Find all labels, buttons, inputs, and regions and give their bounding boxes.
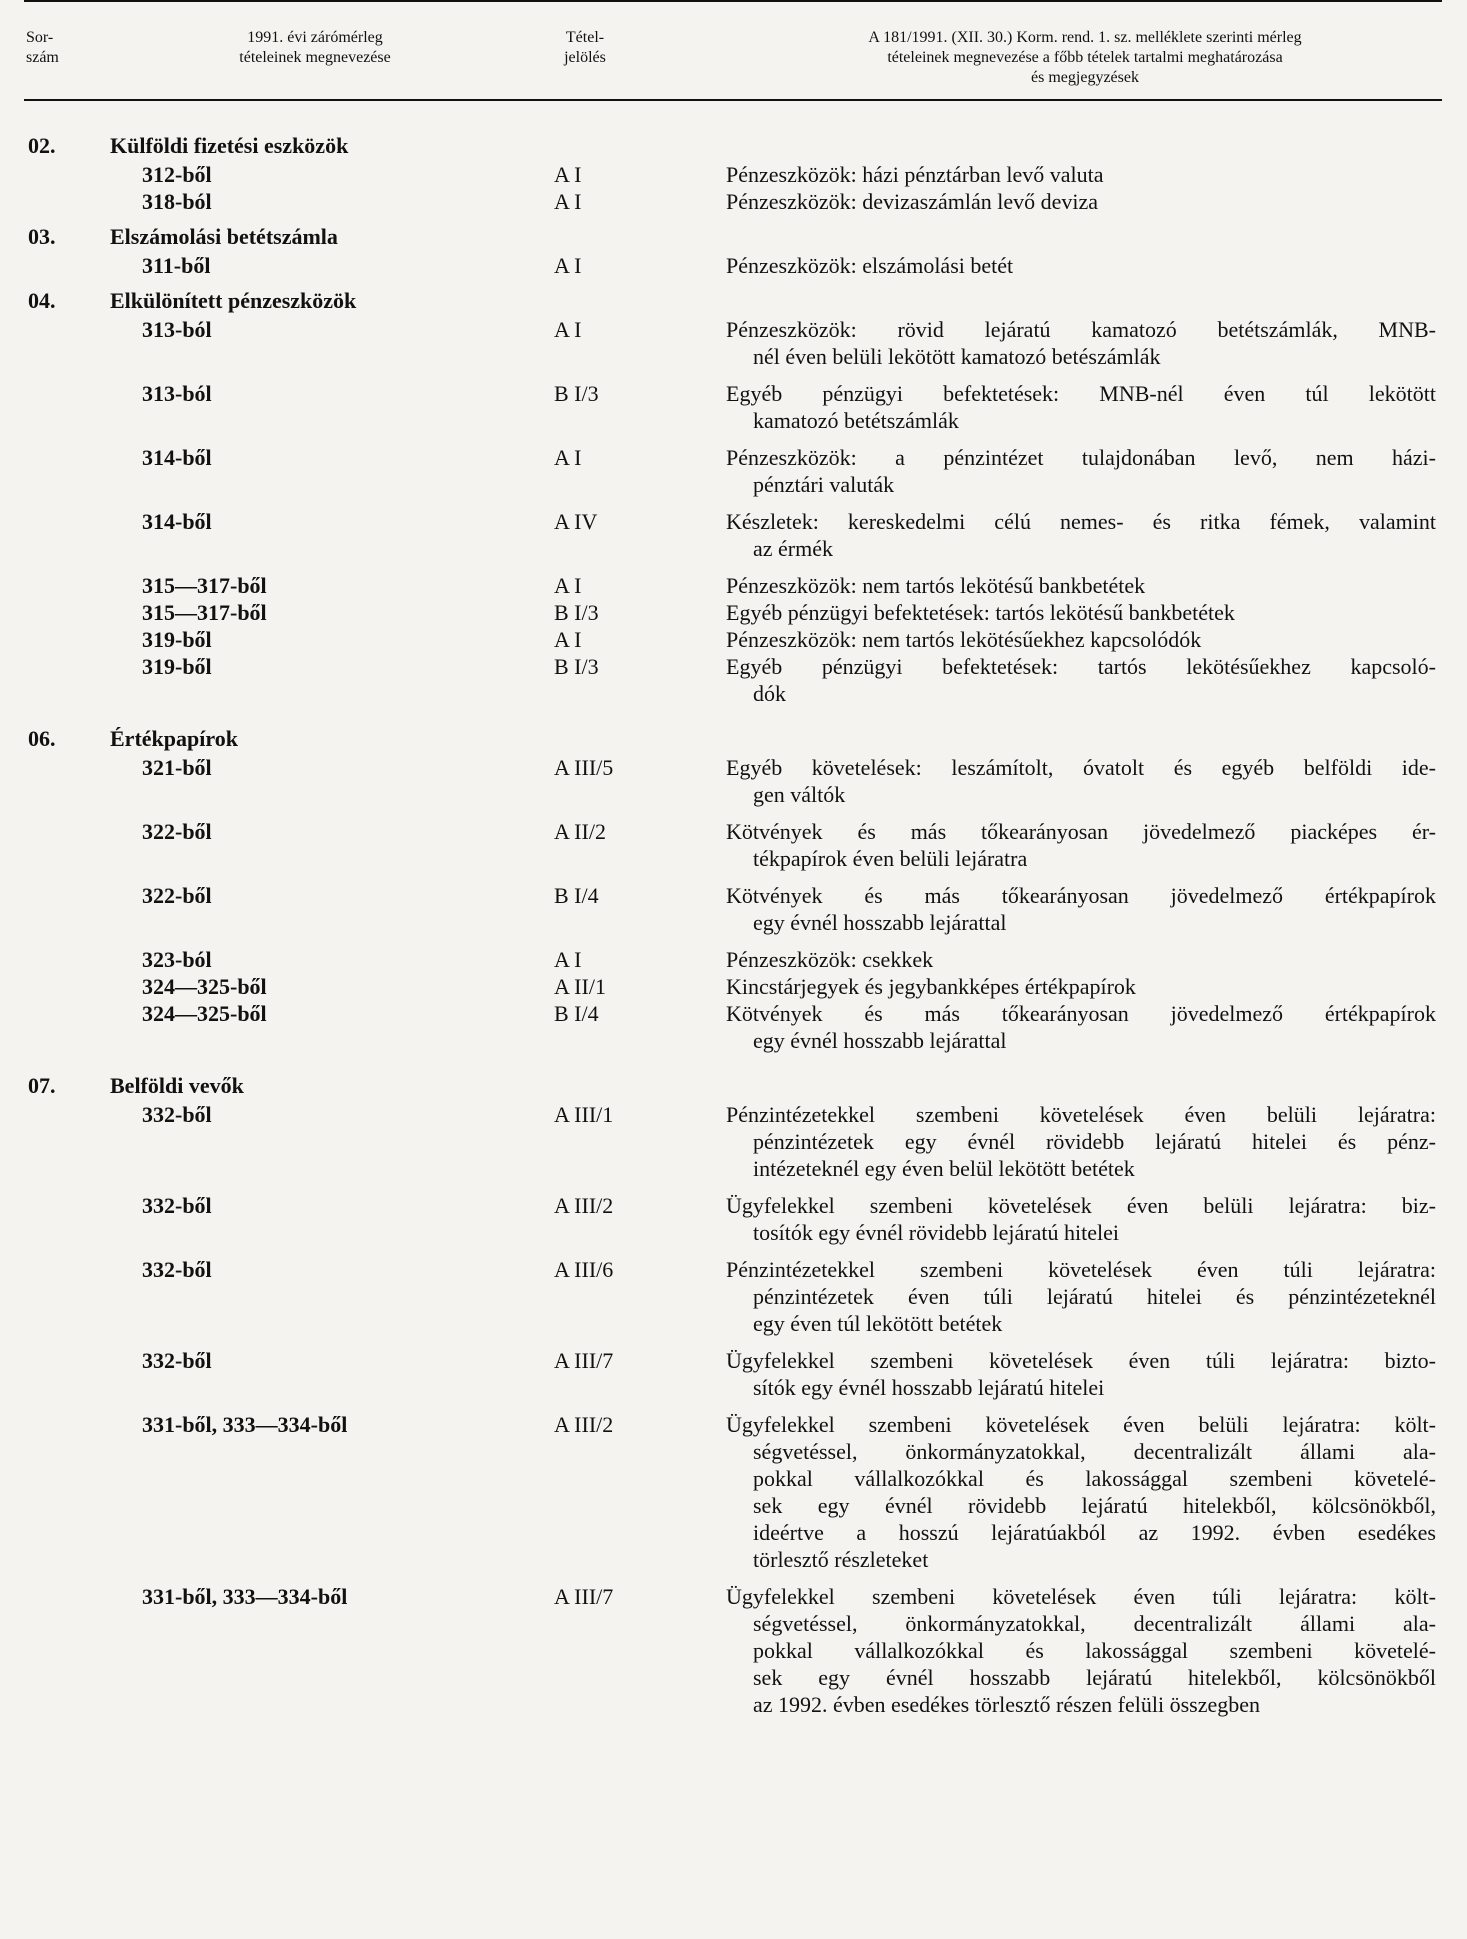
header-serial-number — [26, 28, 96, 68]
header-line: jelölés — [564, 49, 606, 66]
table-row — [0, 380, 1467, 434]
description-line: Pénzeszközök: elszámolási betét — [726, 253, 1014, 278]
description-line: Pénzeszközök: házi pénztárban levő valuta — [726, 162, 1104, 187]
table-row — [0, 252, 1467, 279]
description-line: pénzintézetek egy évnél rövidebb lejáratú hitelei és pénz- — [753, 1129, 1436, 1154]
table-row — [0, 882, 1467, 936]
header-description — [740, 28, 1430, 88]
account-range: 323-ból — [142, 947, 212, 972]
row-spacer — [0, 936, 1467, 946]
item-description — [726, 754, 1436, 808]
table-row — [0, 599, 1467, 626]
description-line: Pénzeszközök: nem tartós lekötésűekhez kapcsolódók — [726, 627, 1202, 652]
description-line: Egyéb pénzügyi befektetések: tartós lekötésű bankbetétek — [726, 600, 1235, 625]
table-row — [0, 572, 1467, 599]
item-description — [726, 252, 1436, 279]
description-line: Pénzeszközök: csekkek — [726, 947, 934, 972]
description-line: Ügyfelekkel szembeni követelések éven belüli lejáratra: biz- — [726, 1193, 1436, 1218]
header-line: tételeinek megnevezése a főbb tételek tartalmi meghatározása — [887, 49, 1283, 66]
item-description — [726, 1347, 1436, 1401]
description-line: Pénzintézetekkel szembeni követelések éven túli lejáratra: — [726, 1257, 1436, 1282]
row-spacer — [0, 808, 1467, 818]
section-title: Elszámolási betétszámla — [110, 224, 338, 249]
item-description — [726, 599, 1436, 626]
item-code: B I/4 — [554, 883, 599, 908]
item-code: A I — [554, 189, 582, 214]
table-body — [0, 132, 1467, 1736]
header-rule — [24, 99, 1442, 101]
description-line: dók — [753, 681, 786, 706]
item-description — [726, 1411, 1436, 1573]
description-line: az érmék — [753, 536, 833, 561]
header-line: Tétel- — [565, 29, 605, 46]
description-line: sek egy évnél hosszabb lejáratú hitelekből, kölcsönökből — [753, 1665, 1436, 1690]
description-line: sek egy évnél rövidebb lejáratú hitelekből, kölcsönökből, — [753, 1493, 1436, 1518]
item-code: B I/3 — [554, 381, 599, 406]
table-row — [0, 818, 1467, 872]
description-line: egy évnél hosszabb lejárattal — [753, 1028, 1007, 1053]
item-code: B I/3 — [554, 600, 599, 625]
header-item-code — [520, 28, 650, 68]
section-title: Belföldi vevők — [110, 1073, 244, 1098]
description-line: Egyéb pénzügyi befektetések: MNB-nél éven túl lekötött — [726, 381, 1436, 406]
item-description — [726, 572, 1436, 599]
item-code: A I — [554, 947, 582, 972]
header-line: szám — [26, 49, 59, 66]
item-description — [726, 653, 1436, 707]
row-spacer — [0, 562, 1467, 572]
row-spacer — [0, 872, 1467, 882]
item-description — [726, 1192, 1436, 1246]
section-number: 06. — [28, 726, 56, 751]
row-spacer — [0, 1182, 1467, 1192]
header-line: Sor- — [26, 29, 54, 46]
description-line: törlesztő részleteket — [753, 1547, 929, 1572]
item-description — [726, 818, 1436, 872]
account-range: 319-ből — [142, 627, 212, 652]
item-description — [726, 508, 1436, 562]
description-line: Kötvények és más tőkearányosan jövedelmező értékpapírok — [726, 1001, 1436, 1026]
account-range: 315—317-ből — [142, 600, 267, 625]
item-code: A I — [554, 627, 582, 652]
description-line: tékpapírok éven belüli lejáratra — [753, 846, 1028, 871]
item-description — [726, 188, 1436, 215]
item-code: A I — [554, 253, 582, 278]
description-line: Ügyfelekkel szembeni követelések éven túli lejáratra: bizto- — [726, 1348, 1436, 1373]
table-row — [0, 973, 1467, 1000]
section-number: 07. — [28, 1073, 56, 1098]
description-line: nél éven belüli lekötött kamatozó betészámlák — [753, 344, 1161, 369]
item-description — [726, 946, 1436, 973]
item-code: A I — [554, 317, 582, 342]
account-range: 312-ből — [142, 162, 212, 187]
header-line: A 181/1991. (XII. 30.) Korm. rend. 1. sz. melléklete szerinti mérleg — [868, 29, 1302, 46]
section-spacer — [0, 279, 1467, 287]
description-line: Kötvények és más tőkearányosan jövedelmező piacképes ér- — [726, 819, 1436, 844]
account-range: 314-ből — [142, 509, 212, 534]
table-row — [0, 754, 1467, 808]
account-range: 322-ből — [142, 883, 212, 908]
description-line: pénzintézetek éven túli lejáratú hitelei és pénzintézeteknél — [753, 1284, 1436, 1309]
section-title: Külföldi fizetési eszközök — [110, 133, 349, 158]
account-range: 331-ből, 333—334-ből — [142, 1584, 348, 1609]
account-range: 318-ból — [142, 189, 212, 214]
section-title: Elkülönített pénzeszközök — [110, 288, 357, 313]
table-row — [0, 1000, 1467, 1054]
item-description — [726, 973, 1436, 1000]
table-row — [0, 161, 1467, 188]
description-line: kamatozó betétszámlák — [753, 408, 959, 433]
item-code: A I — [554, 162, 582, 187]
description-line: az 1992. évben esedékes törlesztő részen felüli összegben — [753, 1692, 1261, 1717]
description-line: Ügyfelekkel szembeni követelések éven túli lejáratra: költ- — [726, 1584, 1436, 1609]
table-row — [0, 188, 1467, 215]
table-row — [0, 946, 1467, 973]
description-line: Ügyfelekkel szembeni követelések éven belüli lejáratra: költ- — [726, 1412, 1436, 1437]
section-heading — [0, 287, 1467, 316]
description-line: Kincstárjegyek és jegybankképes értékpapírok — [726, 974, 1136, 999]
header-item-name — [180, 28, 450, 68]
item-description — [726, 1101, 1436, 1182]
description-line: tosítók egy évnél rövidebb lejáratú hitelei — [753, 1220, 1119, 1245]
section-heading — [0, 725, 1467, 754]
row-spacer — [0, 498, 1467, 508]
account-range: 313-ból — [142, 317, 212, 342]
item-description — [726, 1256, 1436, 1337]
account-range: 324—325-ből — [142, 974, 267, 999]
item-code: A III/1 — [554, 1102, 614, 1127]
table-row — [0, 316, 1467, 370]
item-description — [726, 1583, 1436, 1718]
description-line: Egyéb pénzügyi befektetések: tartós lekötésűekhez kapcsoló- — [726, 654, 1436, 679]
item-description — [726, 882, 1436, 936]
item-code: A III/2 — [554, 1193, 614, 1218]
description-line: Pénzintézetekkel szembeni követelések éven belüli lejáratra: — [726, 1102, 1436, 1127]
header-line: 1991. évi zárómérleg — [247, 29, 383, 46]
item-code: A III/5 — [554, 755, 614, 780]
item-description — [726, 444, 1436, 498]
top-rule — [24, 0, 1442, 2]
row-spacer — [0, 1246, 1467, 1256]
account-range: 324—325-ből — [142, 1001, 267, 1026]
description-line: Egyéb követelések: leszámítolt, óvatolt és egyéb belföldi ide- — [726, 755, 1436, 780]
description-line: Pénzeszközök: nem tartós lekötésű bankbetétek — [726, 573, 1146, 598]
section-spacer — [0, 1064, 1467, 1072]
description-line: gen váltók — [753, 782, 846, 807]
section-spacer — [0, 1728, 1467, 1736]
account-range: 314-ből — [142, 445, 212, 470]
section-spacer — [0, 717, 1467, 725]
account-range: 321-ből — [142, 755, 212, 780]
description-line: intézeteknél egy éven belül lekötött betétek — [753, 1156, 1135, 1181]
row-spacer — [0, 370, 1467, 380]
section-number: 02. — [28, 133, 56, 158]
description-line: egy éven túl lekötött betétek — [753, 1311, 1003, 1336]
section-title: Értékpapírok — [110, 726, 238, 751]
account-range: 332-ből — [142, 1102, 212, 1127]
description-line: Pénzeszközök: rövid lejáratú kamatozó betétszámlák, MNB- — [726, 317, 1436, 342]
table-row — [0, 1256, 1467, 1337]
item-description — [726, 161, 1436, 188]
table-row — [0, 1411, 1467, 1573]
description-line: pokkal vállalkozókkal és lakossággal szembeni követelé- — [753, 1638, 1436, 1663]
row-spacer — [0, 707, 1467, 717]
account-range: 332-ből — [142, 1348, 212, 1373]
table-row — [0, 508, 1467, 562]
section-heading — [0, 223, 1467, 252]
section-heading — [0, 132, 1467, 161]
account-range: 332-ből — [142, 1257, 212, 1282]
header-line: tételeinek megnevezése — [239, 49, 391, 66]
account-range: 331-ből, 333—334-ből — [142, 1412, 348, 1437]
item-code: A II/1 — [554, 974, 606, 999]
item-code: A III/6 — [554, 1257, 614, 1282]
account-range: 313-ból — [142, 381, 212, 406]
description-line: ségvetéssel, önkormányzatokkal, decentralizált állami ala- — [753, 1611, 1436, 1636]
row-spacer — [0, 1337, 1467, 1347]
table-row — [0, 626, 1467, 653]
description-line: pénztári valuták — [753, 472, 895, 497]
description-line: egy évnél hosszabb lejárattal — [753, 910, 1007, 935]
row-spacer — [0, 434, 1467, 444]
item-code: A IV — [554, 509, 598, 534]
account-range: 319-ből — [142, 654, 212, 679]
section-heading — [0, 1072, 1467, 1101]
account-range: 332-ből — [142, 1193, 212, 1218]
row-spacer — [0, 1054, 1467, 1064]
item-code: A II/2 — [554, 819, 606, 844]
item-description — [726, 1000, 1436, 1054]
table-row — [0, 1101, 1467, 1182]
table-row — [0, 653, 1467, 707]
section-number: 04. — [28, 288, 56, 313]
description-line: pokkal vállalkozókkal és lakossággal szembeni követelé- — [753, 1466, 1436, 1491]
item-description — [726, 380, 1436, 434]
item-code: A III/7 — [554, 1584, 614, 1609]
section-spacer — [0, 215, 1467, 223]
table-row — [0, 444, 1467, 498]
item-description — [726, 626, 1436, 653]
description-line: ideértve a hosszú lejáratúakból az 1992. évben esedékes — [753, 1520, 1436, 1545]
item-description — [726, 316, 1436, 370]
row-spacer — [0, 1573, 1467, 1583]
row-spacer — [0, 1401, 1467, 1411]
description-line: Készletek: kereskedelmi célú nemes- és ritka fémek, valamint — [726, 509, 1436, 534]
item-code: A III/2 — [554, 1412, 614, 1437]
account-range: 322-ből — [142, 819, 212, 844]
row-spacer — [0, 1718, 1467, 1728]
description-line: ségvetéssel, önkormányzatokkal, decentralizált állami ala- — [753, 1439, 1436, 1464]
table-row — [0, 1583, 1467, 1718]
section-number: 03. — [28, 224, 56, 249]
item-code: A I — [554, 445, 582, 470]
item-code: B I/3 — [554, 654, 599, 679]
description-line: Kötvények és más tőkearányosan jövedelmező értékpapírok — [726, 883, 1436, 908]
table-row — [0, 1347, 1467, 1401]
description-line: Pénzeszközök: devizaszámlán levő deviza — [726, 189, 1099, 214]
table-row — [0, 1192, 1467, 1246]
item-code: A III/7 — [554, 1348, 614, 1373]
item-code: B I/4 — [554, 1001, 599, 1026]
description-line: Pénzeszközök: a pénzintézet tulajdonában levő, nem házi- — [726, 445, 1436, 470]
item-code: A I — [554, 573, 582, 598]
account-range: 315—317-ből — [142, 573, 267, 598]
header-line: és megjegyzések — [1031, 69, 1139, 86]
description-line: sítók egy évnél hosszabb lejáratú hitelei — [753, 1375, 1105, 1400]
account-range: 311-ből — [142, 253, 211, 278]
